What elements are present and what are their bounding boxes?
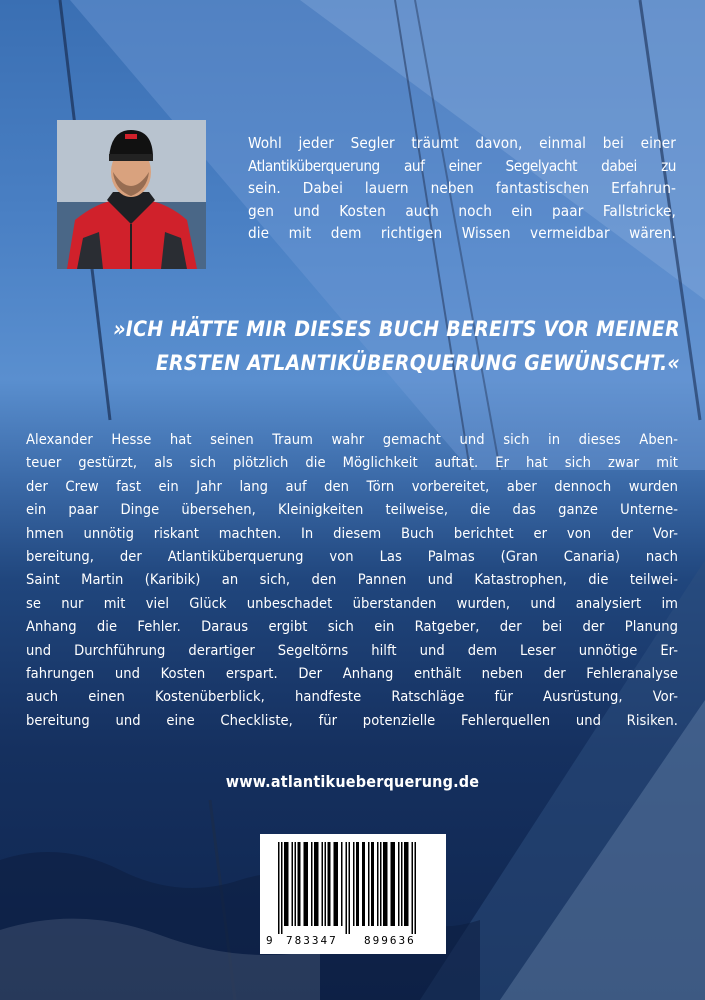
barcode-bar: [292, 842, 294, 926]
barcode-bar: [368, 842, 370, 926]
quote-line-1: »ICH HÄTTE MIR DIESES BUCH BEREITS VOR MEINER: [113, 317, 680, 341]
intro-paragraph: [248, 132, 676, 245]
body-line: teuer gestürzt, als sich plötzlich die Möglichkeit auftat. Er hat sich zwar mit: [26, 454, 678, 472]
barcode-bar: [377, 842, 379, 926]
barcode-bar: [325, 842, 327, 926]
body-line: bereitung, der Atlantiküberquerung von Las Palmas (Gran Canaria) nach: [26, 548, 678, 566]
intro-line: Atlantiküberquerung auf einer Segelyacht dabei zu: [248, 156, 676, 175]
barcode-group-left: 783347: [286, 934, 338, 947]
body-line: Saint Martin (Karibik) an sich, den Pannen und Katastrophen, die teilwei-: [26, 571, 678, 589]
author-portrait-image: [57, 120, 206, 269]
website-url[interactable]: www.atlantikueberquerung.de: [225, 772, 480, 791]
body-line: Anhang die Fehler. Daraus ergibt sich ein Ratgeber, der bei der Planung: [26, 618, 678, 636]
barcode-bar: [314, 842, 319, 926]
barcode-bar: [311, 842, 313, 926]
barcode-bar: [401, 842, 403, 926]
barcode-guard-bar: [281, 842, 283, 934]
barcode-bar: [371, 842, 374, 926]
barcode-guard-bar: [415, 842, 417, 934]
quote-line-2: ERSTEN ATLANTIKÜBERQUERUNG GEWÜNSCHT.«: [155, 351, 680, 375]
barcode-group-right: 899636: [364, 934, 416, 947]
barcode-bar: [398, 842, 400, 926]
intro-line: Wohl jeder Segler träumt davon, einmal bei einer: [248, 134, 676, 152]
body-line: fahrungen und Kosten erspart. Der Anhang enthält neben der Fehleranalyse: [26, 665, 678, 683]
barcode-bar: [353, 842, 355, 926]
body-line: Alexander Hesse hat seinen Traum wahr gemacht und sich in dieses Aben-: [26, 431, 678, 448]
body-line: hmen unnötig riskant machten. In diesem Buch berichtet er von der Vor-: [26, 524, 678, 542]
intro-line: gen und Kosten auch noch ein paar Fallstricke,: [248, 201, 676, 220]
barcode-bar: [304, 842, 309, 926]
barcode-guard-bar: [412, 842, 414, 934]
barcode-bar: [391, 842, 396, 926]
barcode-guard-bar: [349, 842, 351, 934]
barcode-bar: [383, 842, 388, 926]
barcode-bar: [380, 842, 382, 926]
barcode-bar: [404, 842, 409, 926]
pull-quote: [90, 312, 680, 380]
body-line: ein paar Dinge übersehen, Kleinigkeiten teilweise, die das ganze Unterne-: [26, 501, 678, 519]
isbn-barcode: [260, 834, 446, 954]
intro-line: die mit dem richtigen Wissen vermeidbar wären.: [248, 224, 676, 243]
intro-line: sein. Dabei lauern neben fantastischen Erfahrun-: [248, 179, 676, 198]
body-line: se nur mit viel Glück unbeschadet überstanden wurden, und analysiert im: [26, 594, 678, 612]
barcode-bar: [356, 842, 359, 926]
barcode-bar: [322, 842, 324, 926]
body-line: der Crew fast ein Jahr lang auf den Törn vorbereitet, aber dennoch wurden: [26, 477, 678, 495]
body-line: auch einen Kostenüberblick, handfeste Ratschläge für Ausrüstung, Vor-: [26, 688, 678, 706]
barcode-bar: [284, 842, 289, 926]
description-paragraph: [26, 428, 678, 732]
barcode-bar: [334, 842, 339, 926]
barcode-guard-bar: [278, 842, 280, 934]
barcode-guard-bar: [346, 842, 348, 934]
barcode-bar: [298, 842, 301, 926]
barcode-bar: [328, 842, 331, 926]
barcode-bar: [295, 842, 297, 926]
author-photo: [57, 120, 206, 269]
barcode-bars: [268, 842, 438, 934]
barcode-bar: [362, 842, 365, 926]
body-line: bereitung und eine Checkliste, für potenzielle Fehlerquellen und Risiken.: [26, 711, 678, 729]
barcode-bar: [341, 842, 343, 926]
body-line: und Durchführung derartiger Segeltörns hilft und dem Leser unnötige Er-: [26, 641, 678, 659]
barcode-digit-first: 9: [266, 934, 273, 947]
